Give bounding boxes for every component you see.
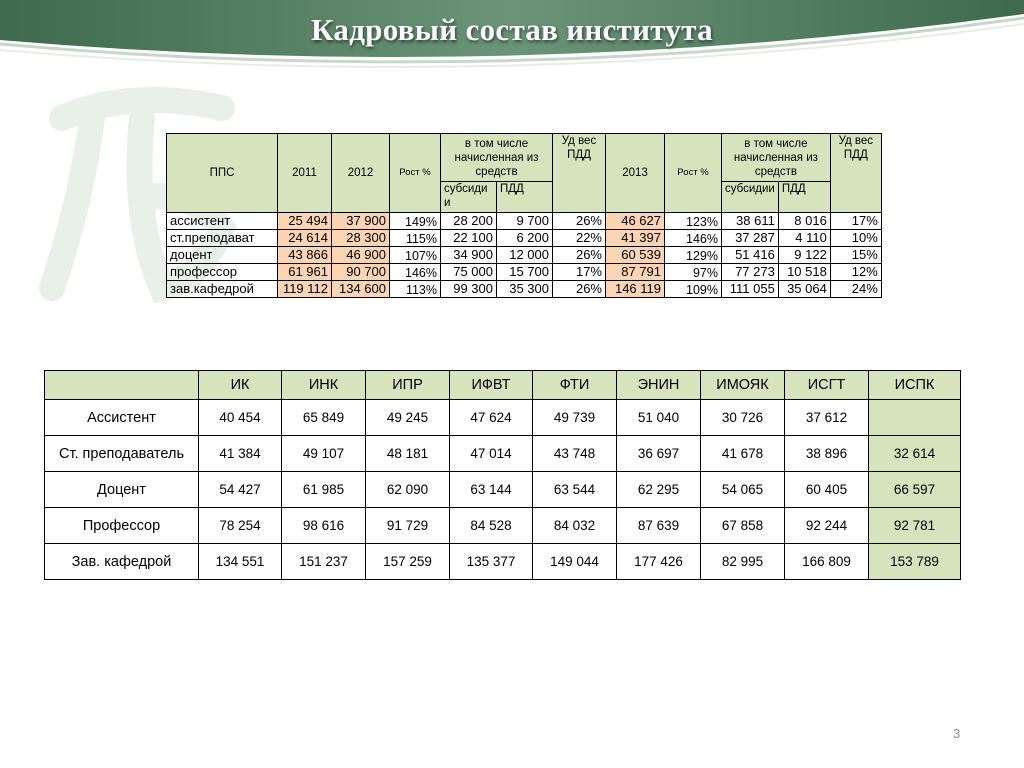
table-cell: 37 612: [785, 400, 869, 436]
header-institute: ИМОЯК: [701, 371, 785, 400]
table-cell: 146%: [390, 264, 441, 281]
table-cell: 9 122: [778, 247, 830, 264]
table-cell: 35 064: [778, 281, 830, 298]
table-cell: 26%: [553, 281, 606, 298]
table-cell: 119 112: [278, 281, 332, 298]
header-pps: ППС: [167, 134, 278, 213]
table-cell: 113%: [390, 281, 441, 298]
row-label: ассистент: [167, 213, 278, 230]
table-cell: 98 616: [282, 508, 366, 544]
header-institute: ИПР: [366, 371, 450, 400]
table-cell: 9 700: [497, 213, 553, 230]
page-title: Кадровый состав института: [311, 12, 713, 47]
table-cell: 84 528: [450, 508, 533, 544]
header-included-2: в том числе начисленная из средств: [722, 134, 831, 182]
header-institute: ИСГТ: [785, 371, 869, 400]
table-cell: 22 100: [441, 230, 497, 247]
table-cell: 38 896: [785, 436, 869, 472]
table-cell: 28 300: [332, 230, 390, 247]
row-label: Ст. преподаватель: [45, 436, 199, 472]
table-cell: 15 700: [497, 264, 553, 281]
header-institute: ИСПК: [869, 371, 961, 400]
table-cell: 54 065: [701, 472, 785, 508]
table-cell: 149%: [390, 213, 441, 230]
table-cell: 30 726: [701, 400, 785, 436]
header-2012: 2012: [332, 134, 390, 213]
table-cell: 87 791: [606, 264, 665, 281]
table-cell: 40 454: [199, 400, 282, 436]
table-cell: 151 237: [282, 544, 366, 580]
header-share-1: Уд вес ПДД: [553, 134, 606, 213]
table-cell: 49 245: [366, 400, 450, 436]
table-cell: 60 405: [785, 472, 869, 508]
header-growth-2: Рост %: [665, 134, 722, 213]
table-cell: 146%: [665, 230, 722, 247]
table-cell: 10%: [830, 230, 881, 247]
table-cell: 87 639: [617, 508, 701, 544]
table-cell: 41 397: [606, 230, 665, 247]
table-cell: 46 900: [332, 247, 390, 264]
table-cell: 66 597: [869, 472, 961, 508]
header-institute: ИК: [199, 371, 282, 400]
table-cell: 82 995: [701, 544, 785, 580]
table-cell: 22%: [553, 230, 606, 247]
table-row: [167, 230, 882, 247]
table-cell: 51 416: [722, 247, 779, 264]
row-label: доцент: [167, 247, 278, 264]
header-included-1: в том числе начисленная из средств: [441, 134, 553, 182]
table-cell: 177 426: [617, 544, 701, 580]
table-cell: 43 748: [533, 436, 617, 472]
header-subsidies-1: субсиди и: [441, 182, 497, 213]
table-row: [45, 436, 961, 472]
table-cell: 25 494: [278, 213, 332, 230]
table-cell: 24 614: [278, 230, 332, 247]
table-cell: 77 273: [722, 264, 779, 281]
table-row: [167, 281, 882, 298]
header-institute: ИНК: [282, 371, 366, 400]
table-cell: 109%: [665, 281, 722, 298]
table-cell: 38 611: [722, 213, 779, 230]
table-cell: 134 600: [332, 281, 390, 298]
header-institute: ИФВТ: [450, 371, 533, 400]
table-cell: 41 384: [199, 436, 282, 472]
table-cell: 123%: [665, 213, 722, 230]
table-cell: 115%: [390, 230, 441, 247]
table-cell: 32 614: [869, 436, 961, 472]
table-cell: 92 244: [785, 508, 869, 544]
table-cell: 78 254: [199, 508, 282, 544]
row-label: Ассистент: [45, 400, 199, 436]
table-cell: 17%: [830, 213, 881, 230]
table-cell: 47 014: [450, 436, 533, 472]
header-pdd-1: ПДД: [497, 182, 553, 213]
table-cell: 6 200: [497, 230, 553, 247]
table-cell: 49 107: [282, 436, 366, 472]
table-cell: 134 551: [199, 544, 282, 580]
table-cell: 12%: [830, 264, 881, 281]
table-cell: 10 518: [778, 264, 830, 281]
header-subsidies-2: субсидии: [722, 182, 779, 213]
table-cell: 35 300: [497, 281, 553, 298]
table-cell: 75 000: [441, 264, 497, 281]
table-cell: [869, 400, 961, 436]
table-row: [45, 544, 961, 580]
table-cell: 92 781: [869, 508, 961, 544]
header-institute: ЭНИН: [617, 371, 701, 400]
row-label: ст.преподават: [167, 230, 278, 247]
table-cell: 65 849: [282, 400, 366, 436]
table-cell: 107%: [390, 247, 441, 264]
table-cell: 99 300: [441, 281, 497, 298]
table-cell: 97%: [665, 264, 722, 281]
table-row: [167, 247, 882, 264]
table-row: [45, 472, 961, 508]
table-cell: 135 377: [450, 544, 533, 580]
table-cell: 63 544: [533, 472, 617, 508]
table-row: [45, 400, 961, 436]
salary-by-institute-table: [44, 370, 961, 580]
table-row: [167, 264, 882, 281]
table-cell: 26%: [553, 213, 606, 230]
table-cell: 36 697: [617, 436, 701, 472]
table-cell: 67 858: [701, 508, 785, 544]
row-label: зав.кафедрой: [167, 281, 278, 298]
table-cell: 43 866: [278, 247, 332, 264]
table-cell: 34 900: [441, 247, 497, 264]
row-label: профессор: [167, 264, 278, 281]
table-cell: 17%: [553, 264, 606, 281]
table-row: [167, 213, 882, 230]
table-cell: 41 678: [701, 436, 785, 472]
table-cell: 15%: [830, 247, 881, 264]
table-cell: 60 539: [606, 247, 665, 264]
table-row: [45, 508, 961, 544]
table-cell: 111 055: [722, 281, 779, 298]
table-cell: 129%: [665, 247, 722, 264]
table-cell: 46 627: [606, 213, 665, 230]
table-cell: 63 144: [450, 472, 533, 508]
title-banner: [0, 0, 1024, 78]
table-cell: 12 000: [497, 247, 553, 264]
table-cell: 62 090: [366, 472, 450, 508]
header-pdd-2: ПДД: [778, 182, 830, 213]
table-cell: 84 032: [533, 508, 617, 544]
table-cell: 4 110: [778, 230, 830, 247]
table-cell: 54 427: [199, 472, 282, 508]
table-cell: 61 985: [282, 472, 366, 508]
table-cell: 8 016: [778, 213, 830, 230]
table-cell: 26%: [553, 247, 606, 264]
table-cell: 166 809: [785, 544, 869, 580]
header-share-2: Уд вес ПДД: [830, 134, 881, 213]
table-cell: 149 044: [533, 544, 617, 580]
table-cell: 153 789: [869, 544, 961, 580]
table-cell: 62 295: [617, 472, 701, 508]
table-cell: 48 181: [366, 436, 450, 472]
header-2011: 2011: [278, 134, 332, 213]
row-label: Профессор: [45, 508, 199, 544]
table-cell: 157 259: [366, 544, 450, 580]
header-institute: ФТИ: [533, 371, 617, 400]
header-growth-1: Рост %: [390, 134, 441, 213]
header-2013: 2013: [606, 134, 665, 213]
table-cell: 61 961: [278, 264, 332, 281]
table-cell: 51 040: [617, 400, 701, 436]
table-cell: 47 624: [450, 400, 533, 436]
row-label: Доцент: [45, 472, 199, 508]
table-cell: 146 119: [606, 281, 665, 298]
table-cell: 49 739: [533, 400, 617, 436]
salary-growth-table: [166, 133, 882, 298]
table-cell: 37 287: [722, 230, 779, 247]
row-label: Зав. кафедрой: [45, 544, 199, 580]
table-cell: 90 700: [332, 264, 390, 281]
table-cell: 28 200: [441, 213, 497, 230]
table-cell: 24%: [830, 281, 881, 298]
header-position: [45, 371, 199, 400]
page-number: 3: [953, 726, 961, 741]
table-cell: 37 900: [332, 213, 390, 230]
table-cell: 91 729: [366, 508, 450, 544]
